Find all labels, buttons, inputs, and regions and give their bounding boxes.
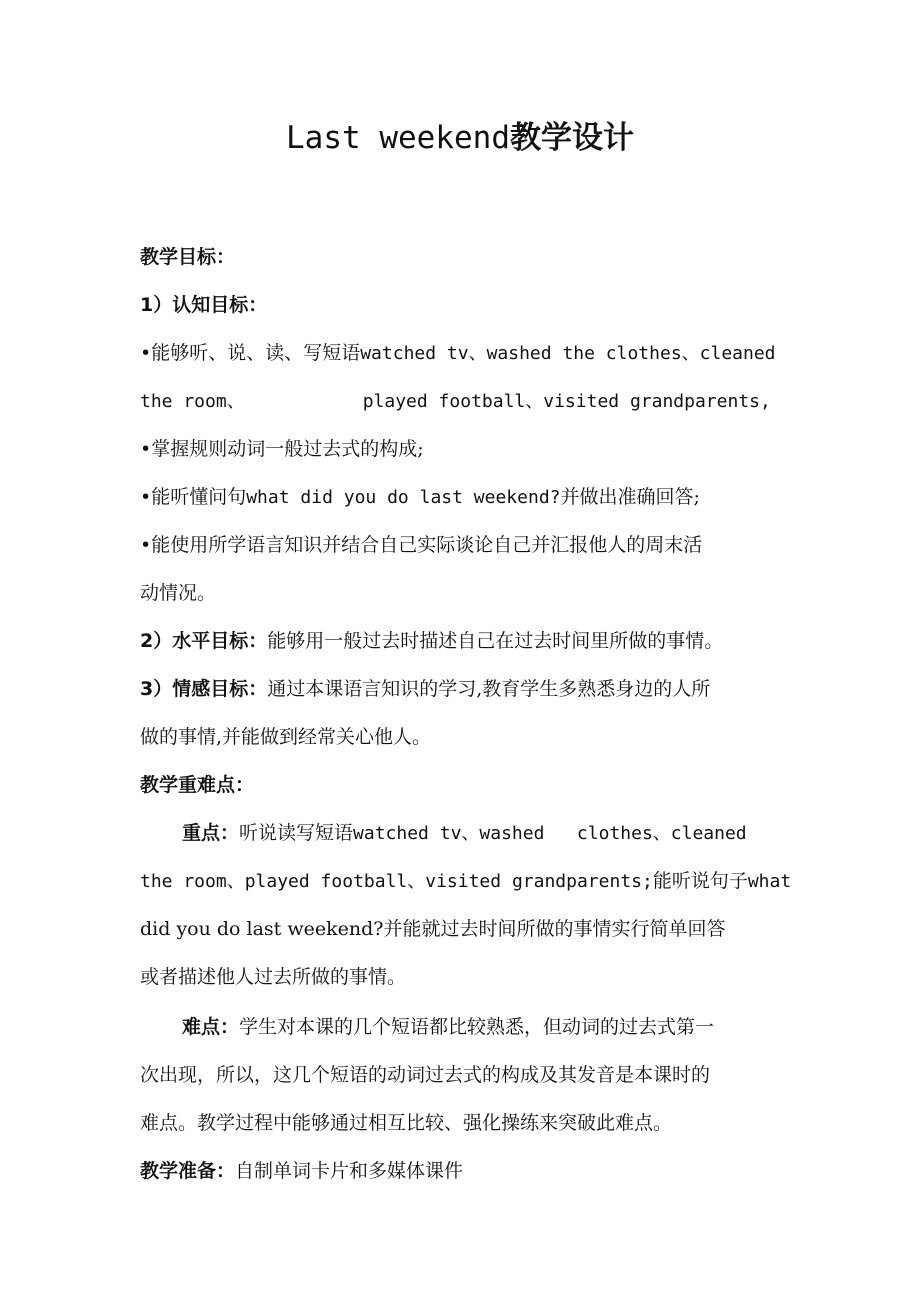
key-point-cont-3: 或者描述他人过去所做的事情。 [140,966,407,988]
bullet1-en: watched tv、washed the clothes、cleaned [360,343,776,364]
level-heading: 2）水平目标： [140,630,268,652]
key-text-cn: 听说读写短语 [239,822,354,844]
diff-text-a: 学生对本课的几个短语都比较熟悉，但动词的过去式第一 [239,1016,715,1038]
key-point-cont-1 [140,866,791,897]
level-text: 能够用一般过去时描述自己在过去时间里所做的事情。 [267,630,724,652]
key-difficult-heading: 教学重难点： [140,774,255,796]
title-english: Last weekend [286,120,510,156]
bullet1-en-c: the room、 [140,391,245,412]
bullet1-en-d: played football、visited grandparents, [362,391,771,412]
objective-bullet-1 [140,338,776,369]
title-chinese: 教学设计 [509,120,634,156]
difficult-point-cont-1: 次出现，所以，这几个短语的动词过去式的构成及其发音是本课时的 [140,1064,711,1086]
bullet3-cn: •能听懂问句 [140,486,247,508]
key-text-b-cn: 能听说句子 [652,870,748,892]
bullet1-cn: •能够听、说、读、写短语 [140,342,361,364]
emotion-objective-cont: 做的事情,并能做到经常关心他人。 [140,726,432,748]
level-objective [140,626,723,656]
bullet3-en: what did you do last weekend? [246,487,561,508]
objectives-heading: 教学目标： [140,246,236,268]
objective-bullet-4: •能使用所学语言知识并结合自己实际谈论自己并汇报他人的周末活 [140,534,703,556]
objective-bullet-3 [140,482,700,513]
diff-label: 难点： [182,1016,240,1038]
difficult-point-cont-2: 难点。教学过程中能够通过相互比较、强化操练来突破此难点。 [140,1112,673,1134]
key-point-cont-2 [140,914,725,944]
key-text-c-en: did you do last weekend? [140,918,384,940]
emotion-text: 通过本课语言知识的学习,教育学生多熟悉身边的人所 [267,678,711,700]
bullet3-cn-end: 并做出准确回答; [560,486,700,508]
cognitive-heading: 1）认知目标： [140,294,268,316]
key-text-b-en: the room、played football、visited grandparents; [140,871,653,892]
prep-heading: 教学准备： [140,1160,236,1182]
objective-bullet-4-cont: 动情况。 [140,582,217,604]
key-text-c-cn: 并能就过去时间所做的事情实行简单回答 [383,918,726,940]
document-title [0,116,920,160]
prep-text: 自制单词卡片和多媒体课件 [235,1160,464,1182]
emotion-heading: 3）情感目标： [140,678,268,700]
objective-bullet-2: •掌握规则动词一般过去式的构成; [140,438,424,460]
key-point [182,818,747,849]
teaching-preparation [140,1156,463,1186]
objective-bullet-1-cont [140,386,771,417]
key-text-b-en2: what [747,871,792,892]
key-text-en: watched tv、washed clothes、cleaned [353,823,747,844]
key-label: 重点： [182,822,240,844]
difficult-point [182,1012,714,1042]
emotion-objective [140,674,710,704]
